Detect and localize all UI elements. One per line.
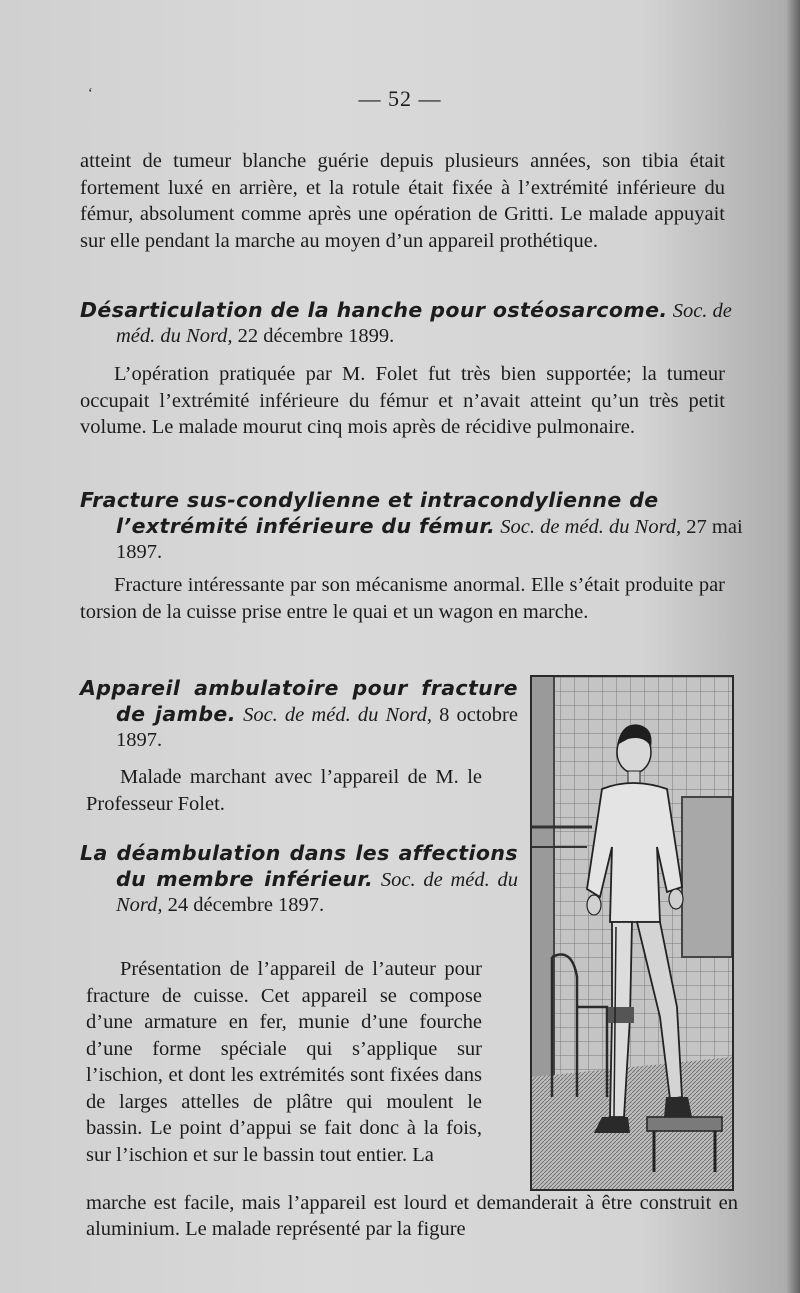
entry-date: 27 mai 1897. xyxy=(116,516,743,563)
entry-title: Désarticulation de la hanche pour ostéosarcome. xyxy=(80,298,668,322)
entry-date: 22 décembre 1899. xyxy=(237,325,395,347)
entry-date: 8 octobre 1897. xyxy=(116,704,518,751)
entry-heading xyxy=(80,298,766,349)
entry-heading xyxy=(80,676,518,753)
margin-mark: ‘ xyxy=(88,86,93,101)
entry-body: Malade marchant avec l’appareil de M. le Professeur Folet. xyxy=(86,766,482,815)
entry-reference: Soc. de méd. du Nord, xyxy=(243,704,432,726)
entry-reference: Soc. de méd. du Nord, xyxy=(116,869,518,916)
intro-paragraph: atteint de tumeur blanche guérie depuis plusieurs années, son tibia était fortement luxé en arrière, et la rotule était fixée à l’extrémité inférieure du fémur, absolument comme après une opération de Gritti. Le malade appuyait sur elle pendant la marche au moyen d’un appareil prothétique. xyxy=(80,150,725,252)
entry-reference: Soc. de méd. du Nord, xyxy=(116,300,732,347)
engraving-figure xyxy=(532,677,732,1189)
page-number: — 52 — xyxy=(358,86,442,111)
entry-date: 24 décembre 1897. xyxy=(167,894,325,916)
entry-body: Fracture intéressante par son mécanisme anormal. Elle s’était produite par torsion de la cuisse prise entre le quai et un wagon en marche. xyxy=(80,574,725,623)
entry-body: L’opération pratiquée par M. Folet fut très bien supportée; la tumeur occupait l’extrémité inférieure du fémur et n’avait atteint qu’un très petit volume. Le malade mourut cinq mois après de récidive pulmonaire. xyxy=(80,363,725,438)
entry-reference: Soc. de méd. du Nord, xyxy=(500,516,682,538)
page-edge-shadow xyxy=(786,0,800,1293)
entry-heading xyxy=(80,841,518,918)
entry-title: Appareil ambulatoire pour fracture de jambe. xyxy=(80,676,518,726)
continuation-paragraph: marche est facile, mais l’appareil est lourd et demanderait à être construit en aluminium. Le malade représenté par la figure xyxy=(86,1192,738,1240)
entry-body: Présentation de l’appareil de l’auteur pour fracture de cuisse. Cet appareil se compose d’une armature en fer, munie d’une fourche d’une forme spéciale qui s’applique sur l’ischion, et dont les extrémités sont fixées dans de larges attelles de plâtre qui moulent le bassin. Le point d’appui se fait donc à la fois, sur l’ischion et sur le bassin tout entier. La xyxy=(86,958,482,1166)
illustration-patient-with-appliance xyxy=(530,675,734,1191)
entry-title: La déambulation dans les affections du membre inférieur. xyxy=(80,841,518,891)
entry-heading xyxy=(80,488,766,565)
entry-title: Fracture sus-condylienne et intracondylienne de l’extrémité inférieure du fémur. xyxy=(80,488,659,538)
